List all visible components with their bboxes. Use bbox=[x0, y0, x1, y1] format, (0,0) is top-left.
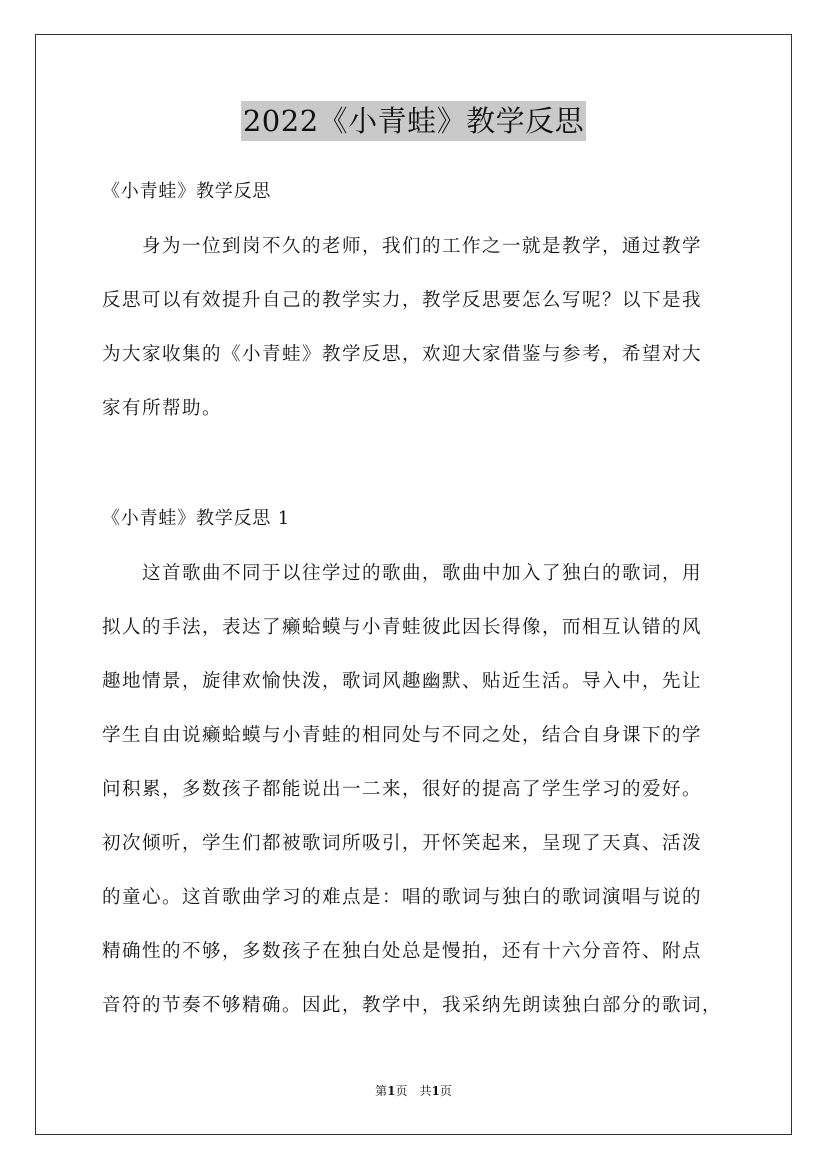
body-line: 这首歌曲不同于以往学过的歌曲，歌曲中加入了独白的歌词，用 bbox=[102, 563, 703, 584]
footer-suffix: 页 bbox=[439, 1084, 452, 1098]
total-page-number: 1 bbox=[431, 1084, 440, 1098]
body-line: 拟人的手法，表达了癞蛤蟆与小青蛙彼此因长得像，而相互认错的风 bbox=[102, 617, 703, 638]
body-line: 趣地情景，旋律欢愉快泼，歌词风趣幽默、贴近生活。导入中，先让 bbox=[102, 671, 703, 692]
intro-line: 身为一位到岗不久的老师，我们的工作之一就是教学，通过教学 bbox=[102, 236, 703, 257]
footer-middle: 页 共 bbox=[395, 1084, 432, 1098]
body-line: 音符的节奏不够精确。因此，教学中，我采纳先朗读独白部分的歌词， bbox=[102, 995, 723, 1016]
body-line: 初次倾听，学生们都被歌词所吸引，开怀笑起来，呈现了天真、活泼 bbox=[102, 833, 703, 854]
footer-prefix: 第 bbox=[375, 1084, 388, 1098]
document-subtitle: 《小青蛙》教学反思 bbox=[102, 181, 272, 202]
title-container bbox=[0, 101, 827, 141]
document-title: 2022《小青蛙》教学反思 bbox=[241, 101, 586, 141]
body-line: 问积累，多数孩子都能说出一二来，很好的提高了学生学习的爱好。 bbox=[102, 779, 703, 800]
section-heading: 《小青蛙》教学反思 1 bbox=[102, 508, 290, 529]
intro-line: 家有所帮助。 bbox=[102, 398, 223, 419]
body-line: 精确性的不够，多数孩子在独白处总是慢拍，还有十六分音符、附点 bbox=[102, 941, 703, 962]
body-line: 学生自由说癞蛤蟆与小青蛙的相同处与不同之处，结合自身课下的学 bbox=[102, 725, 703, 746]
body-line: 的童心。这首歌曲学习的难点是：唱的歌词与独白的歌词演唱与说的 bbox=[102, 887, 703, 908]
intro-line: 反思可以有效提升自己的教学实力，教学反思要怎么写呢？以下是我 bbox=[102, 290, 703, 311]
page-footer bbox=[0, 1082, 827, 1100]
current-page-number: 1 bbox=[387, 1084, 396, 1098]
intro-line: 为大家收集的《小青蛙》教学反思，欢迎大家借鉴与参考，希望对大 bbox=[102, 344, 703, 365]
